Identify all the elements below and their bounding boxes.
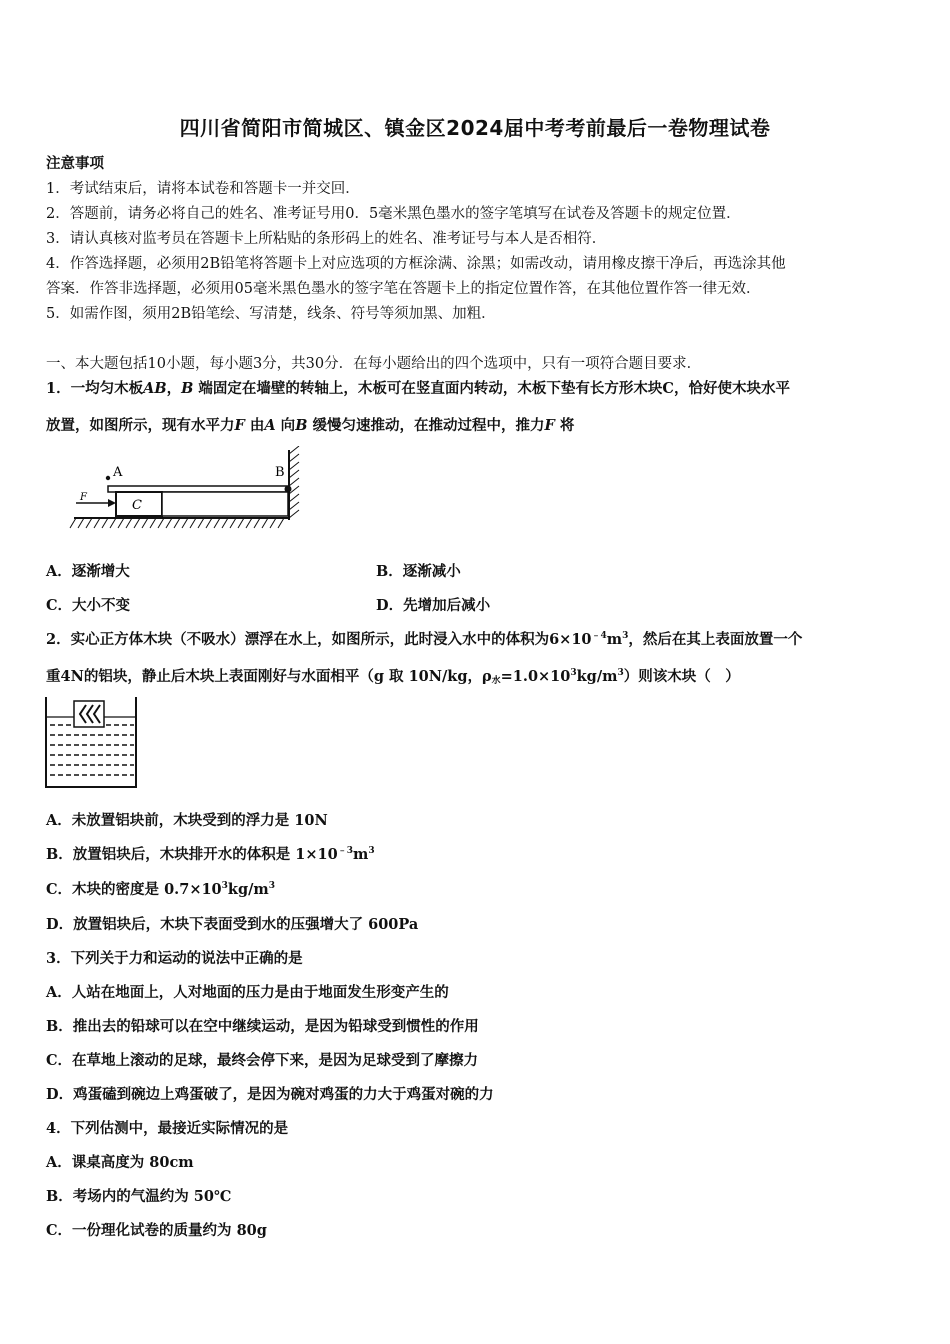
exam-title: 四川省简阳市简城区、镇金区2024届中考考前最后一卷物理试卷 bbox=[179, 116, 771, 140]
q1-option-a[interactable]: A．逐渐增大 bbox=[46, 563, 130, 580]
q2-option-a[interactable]: A．未放置铝块前，木块受到的浮力是 10N bbox=[46, 812, 328, 829]
q4-option-b[interactable]: B．考场内的气温约为 50℃ bbox=[46, 1188, 232, 1205]
q2-stem-line1: 2．实心正方体木块（不吸水）漂浮在水上，如图所示，此时浸入水中的体积为$6\times 10^{﹣4}m^3$，然后在其上表面放置一个 bbox=[46, 631, 803, 648]
notice-item: 3．请认真核对监考员在答题卡上所粘贴的条形码上的姓名、准考证号与本人是否相符． bbox=[46, 231, 607, 247]
label-b: B bbox=[275, 465, 285, 480]
q3-stem: 3．下列关于力和运动的说法中正确的是 bbox=[46, 950, 303, 967]
q1-option-c[interactable]: C．大小不变 bbox=[46, 597, 131, 614]
notice-item: 5．如需作图，须用2B铅笔绘、写清楚，线条、符号等须加黑、加粗． bbox=[46, 306, 496, 322]
q2-option-c[interactable]: C．木块的密度是 $0.7\times 10^3kg/m^3$ bbox=[46, 881, 276, 898]
q1-stem-line1: 1．一均匀木板AB，B 端固定在墙壁的转轴上，木板可在竖直面内转动，木板下垫有长方形木块C，恰好使木块水平 bbox=[46, 380, 790, 397]
label-f: F bbox=[80, 492, 87, 503]
q4-option-a[interactable]: A．课桌高度为 80cm bbox=[46, 1154, 194, 1171]
q1-option-b[interactable]: B．逐渐减小 bbox=[376, 563, 461, 580]
q1-stem-line2: 放置，如图所示，现有水平力F 由A 向B 缓慢匀速推动，在推动过程中，推力F 将 bbox=[46, 417, 575, 434]
notice-item: 2．答题前，请务必将自己的姓名、准考证号用0．5毫米黑色墨水的签字笔填写在试卷及答题卡的规定位置． bbox=[46, 206, 741, 222]
notice-heading: 注意事项 bbox=[46, 155, 104, 172]
q2-option-b[interactable]: B．放置铝块后，木块排开水的体积是 $1\times 10^{﹣3}m^3$ bbox=[46, 846, 375, 863]
notice-item: 1．考试结束后，请将本试卷和答题卡一并交回． bbox=[46, 181, 360, 197]
label-c: C bbox=[132, 498, 142, 513]
floating-block-figure bbox=[44, 693, 140, 791]
q1-option-d[interactable]: D．先增加后减小 bbox=[376, 597, 491, 614]
q3-option-d[interactable]: D．鸡蛋磕到碗边上鸡蛋破了，是因为碗对鸡蛋的力大于鸡蛋对碗的力 bbox=[46, 1086, 494, 1103]
q3-option-a[interactable]: A．人站在地面上，人对地面的压力是由于地面发生形变产生的 bbox=[46, 984, 449, 1001]
notice-item: 答案．作答非选择题，必须用05毫米黑色墨水的签字笔在答题卡上的指定位置作答，在其他位置作答一律无效． bbox=[46, 281, 761, 297]
q2-stem-line2: 重4N的铝块，静止后木块上表面刚好与水面相平（g 取 10N/kg，$\rho_水=1.0\times 10^3kg/m^3$）则该木块（ ） bbox=[46, 668, 740, 686]
label-a: A bbox=[113, 465, 123, 480]
q3-option-b[interactable]: B．推出去的铅球可以在空中继续运动，是因为铅球受到惯性的作用 bbox=[46, 1018, 479, 1035]
q3-option-c[interactable]: C．在草地上滚动的足球，最终会停下来，是因为足球受到了摩擦力 bbox=[46, 1052, 479, 1069]
section-heading: 一、本大题包括10小题，每小题3分，共30分．在每小题给出的四个选项中，只有一项符合题目要求． bbox=[46, 356, 702, 372]
q4-stem: 4．下列估测中，最接近实际情况的是 bbox=[46, 1120, 289, 1137]
q4-option-c[interactable]: C．一份理化试卷的质量约为 80g bbox=[46, 1222, 267, 1239]
notice-item: 4．作答选择题，必须用2B铅笔将答题卡上对应选项的方框涂满、涂黑；如需改动，请用橡皮擦干净后，再选涂其他 bbox=[46, 256, 786, 272]
q2-option-d[interactable]: D．放置铝块后，木块下表面受到水的压强增大了 600Pa bbox=[46, 916, 419, 933]
lever-board-figure bbox=[66, 446, 316, 536]
